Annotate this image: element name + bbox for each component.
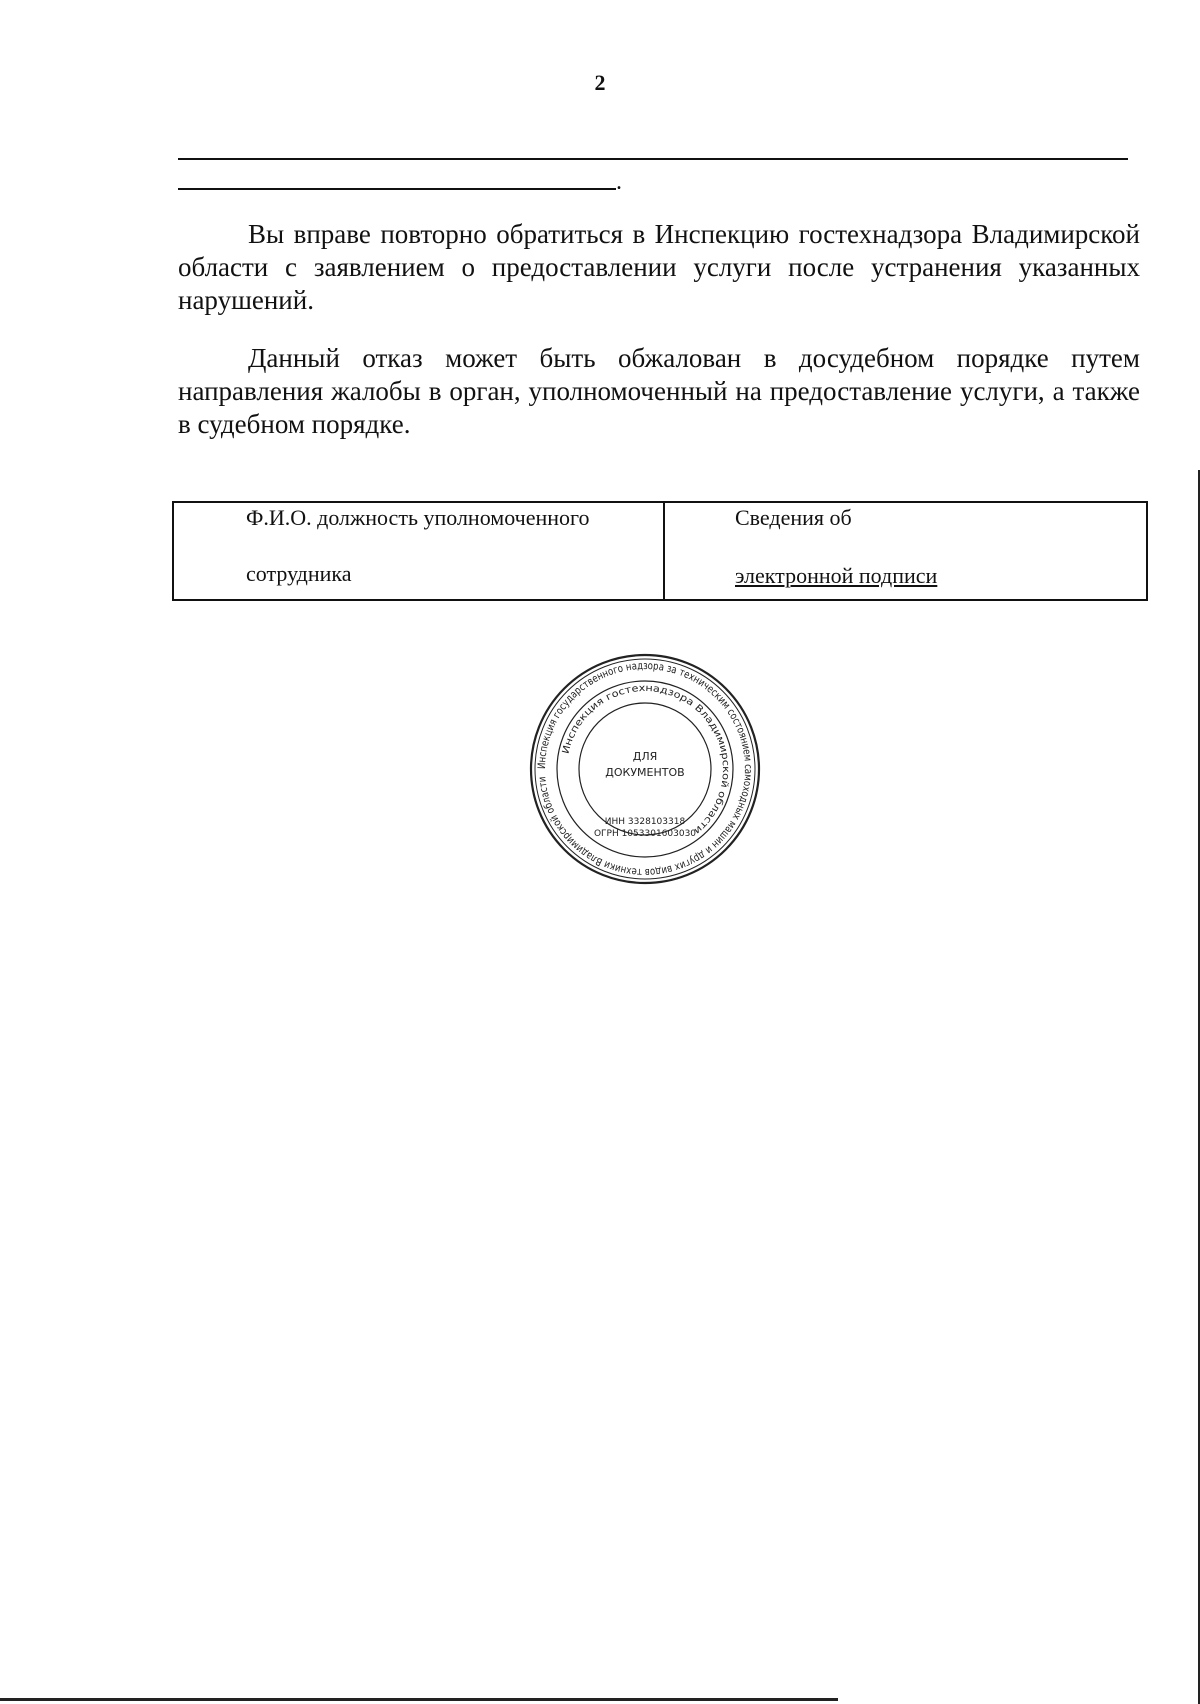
- seal-inn: ИНН 3328103318: [604, 817, 686, 827]
- official-title-label: Ф.И.О. должность уполномоченного: [246, 505, 590, 530]
- e-signature-label: Сведения об: [735, 505, 852, 530]
- official-title-label-cont: сотрудника: [246, 561, 352, 586]
- page-number: 2: [594, 70, 606, 95]
- official-cell: [174, 503, 665, 599]
- signature-table: [172, 501, 1148, 601]
- reapply-paragraph: Вы вправе повторно обратиться в Инспекцию гостехнадзора Владимирской области с заявлением о предоставлении услуги после устранения указанных нарушений.: [178, 219, 1140, 315]
- seal-center-line2: ДОКУМЕНТОВ: [605, 766, 685, 779]
- appeal-paragraph: Данный отказ может быть обжалован в досудебном порядке путем направления жалобы в орган, уполномоченный на предоставление услуги, а также в судебном порядке.: [178, 343, 1140, 439]
- blank-fill-line: [178, 158, 1128, 160]
- scan-edge-bottom: [0, 1698, 838, 1701]
- blank-line-period: .: [616, 169, 622, 195]
- official-seal: [528, 652, 762, 886]
- blank-fill-line-short: [178, 188, 616, 190]
- seal-ogrn: ОГРН 1053301603030: [593, 829, 697, 839]
- seal-center-line1: ДЛЯ: [632, 750, 658, 763]
- seal-outer-text: Инспекция государственного надзора за техническим состоянием самоходных машин и других видов техники Владимирской области: [535, 659, 755, 879]
- e-signature-label-cont: электронной подписи: [735, 563, 938, 588]
- e-signature-cell: [665, 503, 1146, 599]
- seal-inner-text: Инспекция гостехнадзора Владимирской области: [560, 682, 732, 836]
